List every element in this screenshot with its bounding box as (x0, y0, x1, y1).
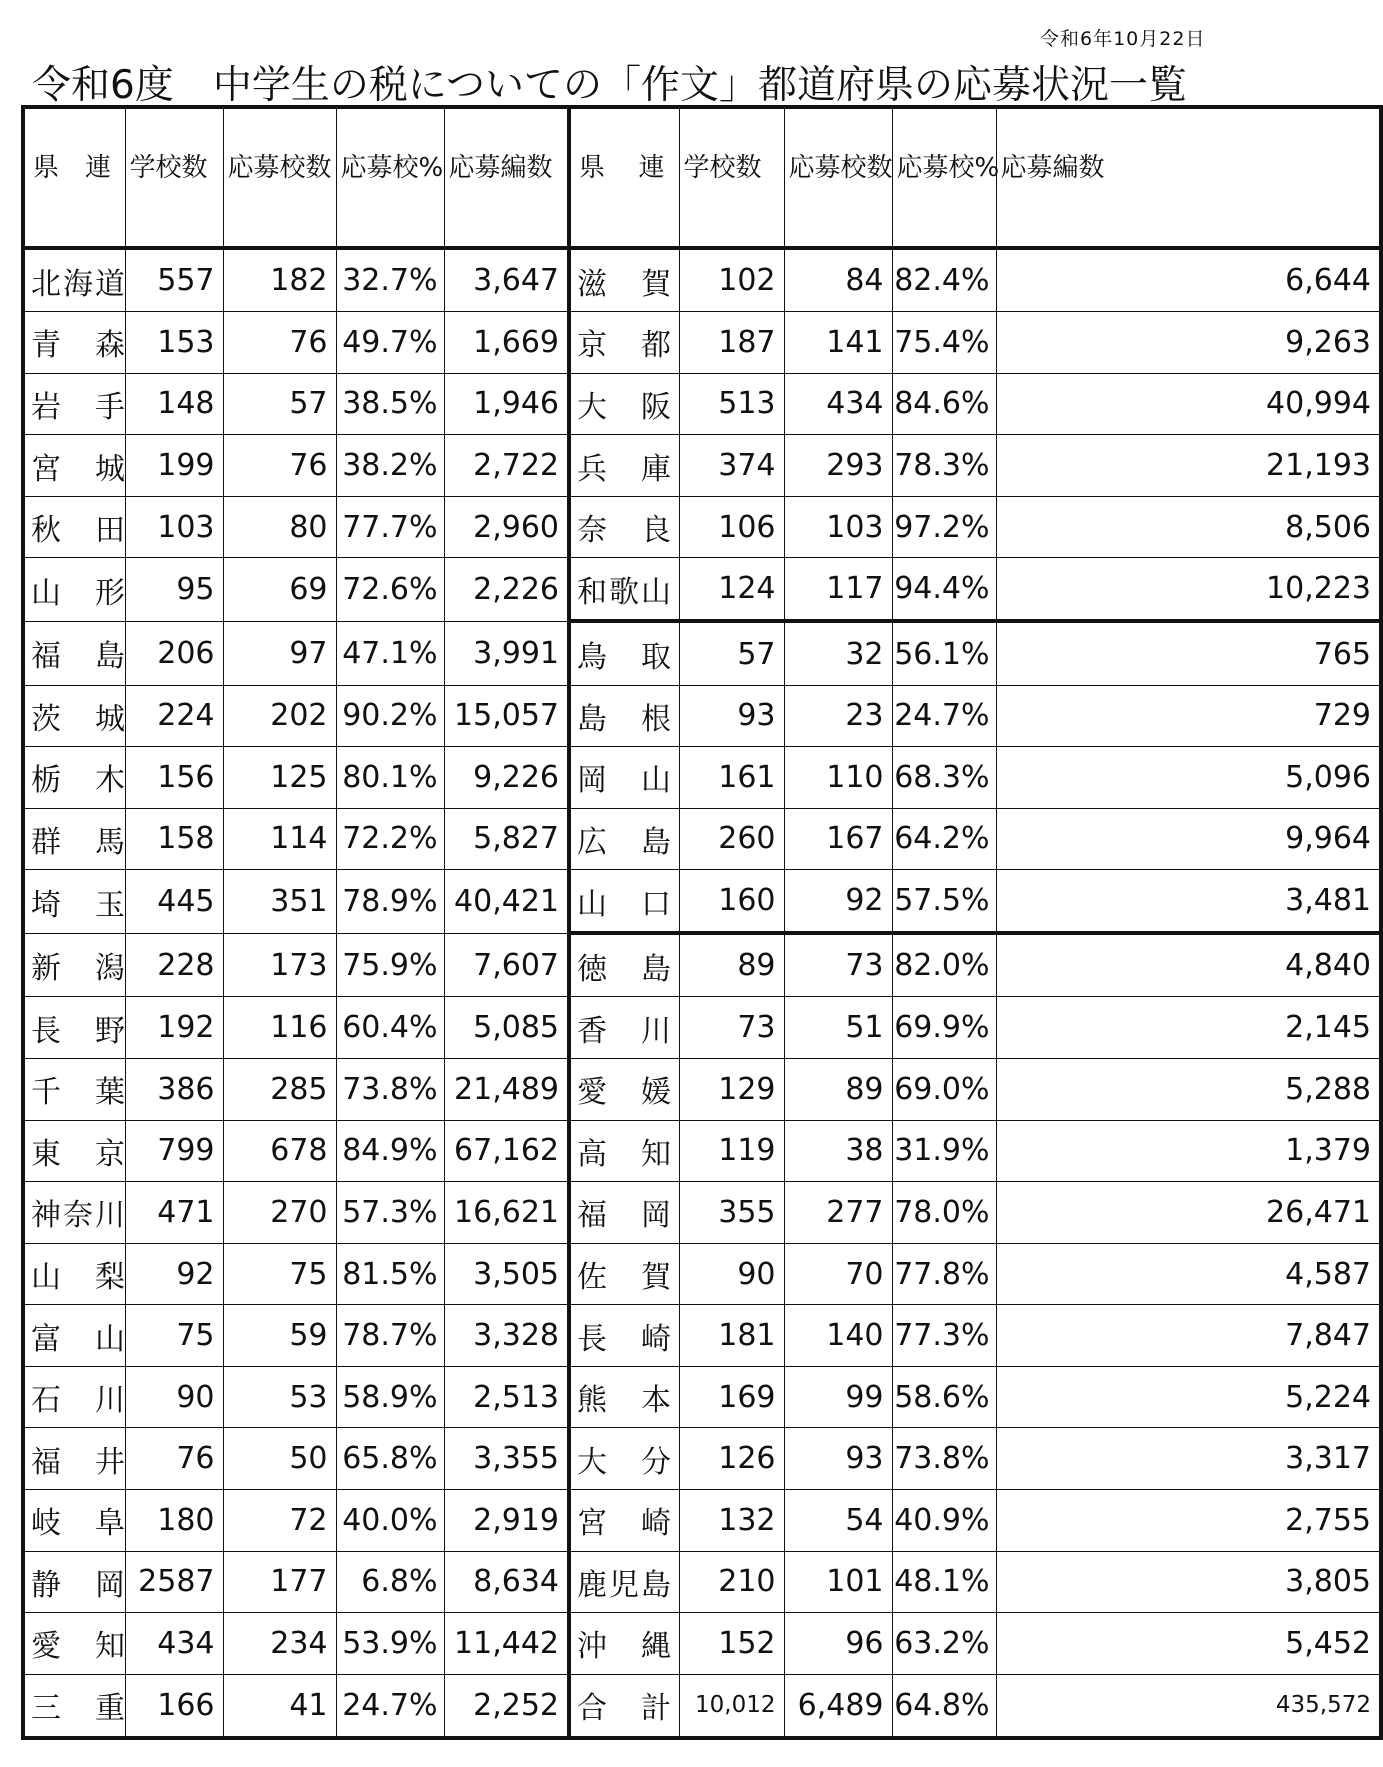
right-applied-cell: 93 (784, 1428, 892, 1490)
table-row (23, 1613, 1381, 1675)
left-pct-cell: 58.9% (336, 1366, 444, 1428)
right-pct-cell: 73.8% (892, 1428, 996, 1490)
left-applied-cell: 59 (223, 1305, 336, 1367)
left-pct-cell: 90.2% (336, 685, 444, 747)
left-count-cell: 8,634 (444, 1551, 569, 1613)
right-count-cell: 4,840 (996, 933, 1381, 997)
left-name-cell: 三 重 (23, 1674, 125, 1738)
right-count-cell: 26,471 (996, 1182, 1381, 1244)
right-name-cell: 和歌山 (569, 558, 679, 622)
right-pct-cell: 64.2% (892, 808, 996, 870)
header-right-name: 県 連 (569, 107, 679, 248)
left-schools-cell: 156 (125, 747, 223, 809)
right-name-cell: 京 都 (569, 312, 679, 374)
right-count-cell: 3,317 (996, 1428, 1381, 1490)
left-schools-cell: 103 (125, 496, 223, 558)
right-name-cell: 高 知 (569, 1120, 679, 1182)
right-applied-cell: 117 (784, 558, 892, 622)
right-schools-cell: 161 (679, 747, 784, 809)
left-pct-cell: 60.4% (336, 997, 444, 1059)
left-name-cell: 山 梨 (23, 1243, 125, 1305)
right-count-cell: 9,964 (996, 808, 1381, 870)
table-row (23, 870, 1381, 934)
table-row (23, 248, 1381, 312)
left-pct-cell: 47.1% (336, 621, 444, 685)
right-pct-cell: 78.0% (892, 1182, 996, 1244)
table-row (23, 997, 1381, 1059)
right-applied-cell: 23 (784, 685, 892, 747)
left-name-cell: 長 野 (23, 997, 125, 1059)
left-applied-cell: 114 (223, 808, 336, 870)
right-schools-cell: 513 (679, 373, 784, 435)
left-applied-cell: 41 (223, 1674, 336, 1738)
left-schools-cell: 386 (125, 1059, 223, 1121)
left-schools-cell: 799 (125, 1120, 223, 1182)
left-pct-cell: 78.9% (336, 870, 444, 934)
right-name-cell: 岡 山 (569, 747, 679, 809)
right-name-cell: 徳 島 (569, 933, 679, 997)
right-pct-cell: 56.1% (892, 621, 996, 685)
left-count-cell: 67,162 (444, 1120, 569, 1182)
left-pct-cell: 53.9% (336, 1613, 444, 1675)
left-applied-cell: 53 (223, 1366, 336, 1428)
header-left-applied: 応募校数 (223, 107, 336, 248)
right-count-cell: 9,263 (996, 312, 1381, 374)
right-count-cell: 8,506 (996, 496, 1381, 558)
table-row (23, 1489, 1381, 1551)
table-row (23, 808, 1381, 870)
left-pct-cell: 72.2% (336, 808, 444, 870)
right-schools-cell: 73 (679, 997, 784, 1059)
right-pct-cell: 40.9% (892, 1489, 996, 1551)
left-schools-cell: 206 (125, 621, 223, 685)
right-schools-cell: 119 (679, 1120, 784, 1182)
right-applied-cell: 51 (784, 997, 892, 1059)
right-name-cell: 山 口 (569, 870, 679, 934)
left-count-cell: 2,919 (444, 1489, 569, 1551)
right-pct-cell: 84.6% (892, 373, 996, 435)
left-name-cell: 宮 城 (23, 435, 125, 497)
left-schools-cell: 148 (125, 373, 223, 435)
right-name-cell: 長 崎 (569, 1305, 679, 1367)
left-pct-cell: 65.8% (336, 1428, 444, 1490)
right-applied-cell: 89 (784, 1059, 892, 1121)
right-count-cell: 5,096 (996, 747, 1381, 809)
right-name-cell: 宮 崎 (569, 1489, 679, 1551)
right-applied-cell: 140 (784, 1305, 892, 1367)
header-left-pct: 応募校% (336, 107, 444, 248)
left-applied-cell: 116 (223, 997, 336, 1059)
right-pct-cell: 24.7% (892, 685, 996, 747)
right-name-cell: 沖 縄 (569, 1613, 679, 1675)
right-schools-cell: 102 (679, 248, 784, 312)
left-count-cell: 1,946 (444, 373, 569, 435)
right-name-cell: 奈 良 (569, 496, 679, 558)
right-name-cell: 兵 庫 (569, 435, 679, 497)
right-schools-cell: 90 (679, 1243, 784, 1305)
left-applied-cell: 173 (223, 933, 336, 997)
left-name-cell: 石 川 (23, 1366, 125, 1428)
left-count-cell: 11,442 (444, 1613, 569, 1675)
right-name-cell: 鳥 取 (569, 621, 679, 685)
left-applied-cell: 270 (223, 1182, 336, 1244)
left-name-cell: 千 葉 (23, 1059, 125, 1121)
right-name-cell: 島 根 (569, 685, 679, 747)
right-count-cell: 5,452 (996, 1613, 1381, 1675)
table-row (23, 373, 1381, 435)
right-schools-cell: 160 (679, 870, 784, 934)
header-left-count: 応募編数 (444, 107, 569, 248)
left-count-cell: 3,328 (444, 1305, 569, 1367)
left-schools-cell: 153 (125, 312, 223, 374)
document-title: 令和6度 中学生の税についての「作文」都道府県の応募状況一覧 (32, 63, 1188, 108)
left-applied-cell: 678 (223, 1120, 336, 1182)
left-name-cell: 神奈川 (23, 1182, 125, 1244)
left-pct-cell: 32.7% (336, 248, 444, 312)
right-applied-cell: 141 (784, 312, 892, 374)
right-name-cell: 熊 本 (569, 1366, 679, 1428)
right-schools-cell: 152 (679, 1613, 784, 1675)
right-name-cell: 合 計 (569, 1674, 679, 1738)
left-applied-cell: 76 (223, 435, 336, 497)
right-pct-cell: 78.3% (892, 435, 996, 497)
left-applied-cell: 80 (223, 496, 336, 558)
right-count-cell: 1,379 (996, 1120, 1381, 1182)
right-count-cell: 765 (996, 621, 1381, 685)
right-applied-cell: 92 (784, 870, 892, 934)
right-schools-cell: 129 (679, 1059, 784, 1121)
right-applied-cell: 6,489 (784, 1674, 892, 1738)
left-schools-cell: 471 (125, 1182, 223, 1244)
left-applied-cell: 285 (223, 1059, 336, 1121)
left-name-cell: 富 山 (23, 1305, 125, 1367)
left-pct-cell: 72.6% (336, 558, 444, 622)
left-name-cell: 群 馬 (23, 808, 125, 870)
right-count-cell: 3,805 (996, 1551, 1381, 1613)
right-count-cell: 729 (996, 685, 1381, 747)
left-name-cell: 東 京 (23, 1120, 125, 1182)
left-pct-cell: 84.9% (336, 1120, 444, 1182)
left-name-cell: 北海道 (23, 248, 125, 312)
right-count-cell: 10,223 (996, 558, 1381, 622)
left-name-cell: 静 岡 (23, 1551, 125, 1613)
right-pct-cell: 63.2% (892, 1613, 996, 1675)
right-applied-cell: 99 (784, 1366, 892, 1428)
left-pct-cell: 81.5% (336, 1243, 444, 1305)
left-applied-cell: 351 (223, 870, 336, 934)
left-count-cell: 1,669 (444, 312, 569, 374)
right-name-cell: 香 川 (569, 997, 679, 1059)
right-applied-cell: 277 (784, 1182, 892, 1244)
left-name-cell: 栃 木 (23, 747, 125, 809)
left-count-cell: 2,722 (444, 435, 569, 497)
table-row (23, 1243, 1381, 1305)
header-right-count: 応募編数 (996, 107, 1381, 248)
right-name-cell: 福 岡 (569, 1182, 679, 1244)
right-name-cell: 広 島 (569, 808, 679, 870)
right-schools-cell: 169 (679, 1366, 784, 1428)
right-schools-cell: 355 (679, 1182, 784, 1244)
left-schools-cell: 75 (125, 1305, 223, 1367)
left-count-cell: 9,226 (444, 747, 569, 809)
right-schools-cell: 260 (679, 808, 784, 870)
left-count-cell: 2,960 (444, 496, 569, 558)
left-schools-cell: 90 (125, 1366, 223, 1428)
right-pct-cell: 82.0% (892, 933, 996, 997)
right-applied-cell: 70 (784, 1243, 892, 1305)
left-count-cell: 21,489 (444, 1059, 569, 1121)
table-row (23, 1182, 1381, 1244)
left-applied-cell: 177 (223, 1551, 336, 1613)
right-pct-cell: 57.5% (892, 870, 996, 934)
left-name-cell: 岩 手 (23, 373, 125, 435)
left-pct-cell: 77.7% (336, 496, 444, 558)
left-name-cell: 秋 田 (23, 496, 125, 558)
prefecture-application-table (21, 105, 1383, 1740)
table-row (23, 621, 1381, 685)
table-row (23, 933, 1381, 997)
header-left-schools: 学校数 (125, 107, 223, 248)
right-applied-cell: 434 (784, 373, 892, 435)
left-schools-cell: 180 (125, 1489, 223, 1551)
left-count-cell: 7,607 (444, 933, 569, 997)
table-row (23, 1551, 1381, 1613)
left-name-cell: 山 形 (23, 558, 125, 622)
right-pct-cell: 75.4% (892, 312, 996, 374)
left-applied-cell: 69 (223, 558, 336, 622)
right-applied-cell: 103 (784, 496, 892, 558)
right-schools-cell: 89 (679, 933, 784, 997)
header-left-name: 県 連 (23, 107, 125, 248)
right-applied-cell: 110 (784, 747, 892, 809)
left-schools-cell: 158 (125, 808, 223, 870)
left-pct-cell: 38.5% (336, 373, 444, 435)
left-name-cell: 青 森 (23, 312, 125, 374)
right-pct-cell: 68.3% (892, 747, 996, 809)
right-applied-cell: 38 (784, 1120, 892, 1182)
right-count-cell: 21,193 (996, 435, 1381, 497)
right-count-cell: 5,288 (996, 1059, 1381, 1121)
table-row (23, 1428, 1381, 1490)
left-applied-cell: 125 (223, 747, 336, 809)
left-count-cell: 2,252 (444, 1674, 569, 1738)
left-name-cell: 愛 知 (23, 1613, 125, 1675)
left-schools-cell: 224 (125, 685, 223, 747)
left-pct-cell: 75.9% (336, 933, 444, 997)
right-pct-cell: 48.1% (892, 1551, 996, 1613)
left-count-cell: 40,421 (444, 870, 569, 934)
right-count-cell: 4,587 (996, 1243, 1381, 1305)
left-schools-cell: 92 (125, 1243, 223, 1305)
left-applied-cell: 234 (223, 1613, 336, 1675)
left-count-cell: 3,355 (444, 1428, 569, 1490)
right-name-cell: 大 阪 (569, 373, 679, 435)
left-schools-cell: 95 (125, 558, 223, 622)
left-name-cell: 埼 玉 (23, 870, 125, 934)
right-pct-cell: 31.9% (892, 1120, 996, 1182)
right-name-cell: 佐 賀 (569, 1243, 679, 1305)
right-schools-cell: 126 (679, 1428, 784, 1490)
right-pct-cell: 58.6% (892, 1366, 996, 1428)
left-name-cell: 福 島 (23, 621, 125, 685)
left-count-cell: 5,085 (444, 997, 569, 1059)
right-count-cell: 3,481 (996, 870, 1381, 934)
left-pct-cell: 38.2% (336, 435, 444, 497)
left-applied-cell: 50 (223, 1428, 336, 1490)
left-pct-cell: 24.7% (336, 1674, 444, 1738)
right-schools-cell: 10,012 (679, 1674, 784, 1738)
left-count-cell: 2,226 (444, 558, 569, 622)
left-count-cell: 16,621 (444, 1182, 569, 1244)
right-schools-cell: 187 (679, 312, 784, 374)
right-name-cell: 滋 賀 (569, 248, 679, 312)
right-pct-cell: 94.4% (892, 558, 996, 622)
header-right-applied: 応募校数 (784, 107, 892, 248)
right-applied-cell: 32 (784, 621, 892, 685)
left-count-cell: 3,991 (444, 621, 569, 685)
right-applied-cell: 54 (784, 1489, 892, 1551)
right-pct-cell: 82.4% (892, 248, 996, 312)
left-schools-cell: 228 (125, 933, 223, 997)
left-name-cell: 福 井 (23, 1428, 125, 1490)
table-row (23, 1059, 1381, 1121)
left-pct-cell: 80.1% (336, 747, 444, 809)
right-schools-cell: 93 (679, 685, 784, 747)
right-applied-cell: 84 (784, 248, 892, 312)
header-right-pct: 応募校% (892, 107, 996, 248)
right-count-cell: 2,755 (996, 1489, 1381, 1551)
right-count-cell: 6,644 (996, 248, 1381, 312)
table-row (23, 1674, 1381, 1738)
left-pct-cell: 73.8% (336, 1059, 444, 1121)
right-schools-cell: 124 (679, 558, 784, 622)
right-schools-cell: 210 (679, 1551, 784, 1613)
left-applied-cell: 202 (223, 685, 336, 747)
right-schools-cell: 374 (679, 435, 784, 497)
table-row (23, 1120, 1381, 1182)
left-applied-cell: 97 (223, 621, 336, 685)
right-schools-cell: 57 (679, 621, 784, 685)
left-pct-cell: 57.3% (336, 1182, 444, 1244)
left-count-cell: 5,827 (444, 808, 569, 870)
right-pct-cell: 97.2% (892, 496, 996, 558)
right-schools-cell: 181 (679, 1305, 784, 1367)
left-name-cell: 新 潟 (23, 933, 125, 997)
left-applied-cell: 57 (223, 373, 336, 435)
right-name-cell: 鹿児島 (569, 1551, 679, 1613)
right-schools-cell: 106 (679, 496, 784, 558)
right-applied-cell: 293 (784, 435, 892, 497)
table-row (23, 496, 1381, 558)
right-name-cell: 大 分 (569, 1428, 679, 1490)
right-applied-cell: 101 (784, 1551, 892, 1613)
header-row (23, 107, 1381, 248)
left-pct-cell: 78.7% (336, 1305, 444, 1367)
table-row (23, 1366, 1381, 1428)
left-count-cell: 3,505 (444, 1243, 569, 1305)
table-row (23, 558, 1381, 622)
table-row (23, 685, 1381, 747)
header-right-schools: 学校数 (679, 107, 784, 248)
left-pct-cell: 6.8% (336, 1551, 444, 1613)
table-row (23, 312, 1381, 374)
right-pct-cell: 64.8% (892, 1674, 996, 1738)
left-count-cell: 15,057 (444, 685, 569, 747)
document-date: 令和6年10月22日 (1040, 28, 1206, 50)
right-count-cell: 2,145 (996, 997, 1381, 1059)
left-schools-cell: 166 (125, 1674, 223, 1738)
left-count-cell: 2,513 (444, 1366, 569, 1428)
table-row (23, 747, 1381, 809)
left-applied-cell: 76 (223, 312, 336, 374)
right-count-cell: 40,994 (996, 373, 1381, 435)
right-pct-cell: 69.9% (892, 997, 996, 1059)
left-pct-cell: 40.0% (336, 1489, 444, 1551)
left-schools-cell: 192 (125, 997, 223, 1059)
left-schools-cell: 199 (125, 435, 223, 497)
right-applied-cell: 73 (784, 933, 892, 997)
left-name-cell: 岐 阜 (23, 1489, 125, 1551)
left-schools-cell: 2587 (125, 1551, 223, 1613)
left-schools-cell: 557 (125, 248, 223, 312)
right-count-cell: 7,847 (996, 1305, 1381, 1367)
right-count-cell: 5,224 (996, 1366, 1381, 1428)
left-pct-cell: 49.7% (336, 312, 444, 374)
left-count-cell: 3,647 (444, 248, 569, 312)
left-applied-cell: 182 (223, 248, 336, 312)
right-schools-cell: 132 (679, 1489, 784, 1551)
right-name-cell: 愛 媛 (569, 1059, 679, 1121)
right-count-cell: 435,572 (996, 1674, 1381, 1738)
left-name-cell: 茨 城 (23, 685, 125, 747)
right-applied-cell: 96 (784, 1613, 892, 1675)
left-schools-cell: 434 (125, 1613, 223, 1675)
table-row (23, 1305, 1381, 1367)
right-pct-cell: 69.0% (892, 1059, 996, 1121)
left-applied-cell: 75 (223, 1243, 336, 1305)
left-applied-cell: 72 (223, 1489, 336, 1551)
left-schools-cell: 76 (125, 1428, 223, 1490)
left-schools-cell: 445 (125, 870, 223, 934)
right-pct-cell: 77.3% (892, 1305, 996, 1367)
right-applied-cell: 167 (784, 808, 892, 870)
right-pct-cell: 77.8% (892, 1243, 996, 1305)
table-row (23, 435, 1381, 497)
